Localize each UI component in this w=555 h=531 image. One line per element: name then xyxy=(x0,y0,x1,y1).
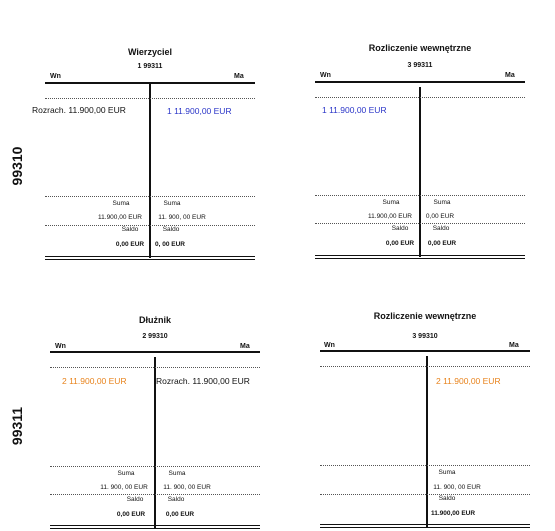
suma-label: Suma xyxy=(382,199,400,206)
saldo-value: 11.900,00 EUR xyxy=(430,510,476,517)
suma-label: Suma xyxy=(438,469,456,476)
wn-label: Wn xyxy=(55,343,66,350)
dotted-divider xyxy=(320,366,530,367)
suma-value: 11. 900, 00 EUR xyxy=(433,484,481,491)
saldo-value: 0,00 EUR xyxy=(385,240,415,247)
t-account-title: Rozliczenie wewnętrzne xyxy=(373,311,477,321)
dotted-divider xyxy=(50,367,260,368)
row-label-99311: 99311 xyxy=(9,406,25,446)
dotted-divider xyxy=(45,225,255,226)
double-underline xyxy=(45,256,255,260)
suma-label: Suma xyxy=(117,470,135,477)
saldo-label: Saldo xyxy=(162,226,180,233)
suma-value: 11. 900, 00 EUR xyxy=(158,214,206,221)
saldo-label: Saldo xyxy=(438,495,456,502)
suma-label: Suma xyxy=(163,200,181,207)
suma-label: Suma xyxy=(168,470,186,477)
t-account-title: Wierzyciel xyxy=(128,47,172,57)
double-underline xyxy=(315,255,525,259)
suma-value: 11.900,00 EUR xyxy=(368,213,412,220)
t-account-center-line xyxy=(426,356,428,527)
saldo-label: Saldo xyxy=(121,226,139,233)
ma-label: Ma xyxy=(509,342,519,349)
dotted-divider xyxy=(50,466,260,467)
entry-right: 1 11.900,00 EUR xyxy=(167,106,232,116)
saldo-value: 0,00 EUR xyxy=(116,511,146,518)
t-account-top-line xyxy=(315,81,525,83)
dotted-divider xyxy=(45,98,255,99)
t-account-title: Rozliczenie wewnętrzne xyxy=(368,43,472,53)
suma-value: 11. 900, 00 EUR xyxy=(163,484,211,491)
double-underline xyxy=(320,524,530,528)
ma-label: Ma xyxy=(240,343,250,350)
t-account-number: 3 99311 xyxy=(407,62,433,69)
entry-left: 1 11.900,00 EUR xyxy=(322,105,387,115)
entry-right: 2 11.900,00 EUR xyxy=(436,376,501,386)
t-account-number: 1 99311 xyxy=(137,63,163,70)
suma-label: Suma xyxy=(433,199,451,206)
dotted-divider xyxy=(320,465,530,466)
t-account-top-line xyxy=(320,350,530,352)
ma-label: Ma xyxy=(505,72,515,79)
double-underline xyxy=(50,525,260,529)
t-account-number: 2 99310 xyxy=(142,333,168,340)
dotted-divider xyxy=(320,494,530,495)
saldo-label: Saldo xyxy=(167,496,185,503)
t-account-center-line xyxy=(149,82,151,258)
dotted-divider xyxy=(50,494,260,495)
entry-left: Rozrach. 11.900,00 EUR xyxy=(32,105,126,115)
dotted-divider xyxy=(315,97,525,98)
entry-right: Rozrach. 11.900,00 EUR xyxy=(156,376,250,386)
saldo-value: 0,00 EUR xyxy=(165,511,195,518)
saldo-value: 0,00 EUR xyxy=(115,241,145,248)
wn-label: Wn xyxy=(324,342,335,349)
saldo-label: Saldo xyxy=(391,225,409,232)
dotted-divider xyxy=(45,196,255,197)
saldo-value: 0, 00 EUR xyxy=(155,241,185,248)
dotted-divider xyxy=(315,223,525,224)
suma-value: 0,00 EUR xyxy=(425,213,455,220)
t-account-title: Dłużnik xyxy=(138,315,171,325)
wn-label: Wn xyxy=(320,72,331,79)
saldo-label: Saldo xyxy=(126,496,144,503)
suma-label: Suma xyxy=(112,200,130,207)
wn-label: Wn xyxy=(50,73,61,80)
row-label-99310: 99310 xyxy=(9,146,25,186)
saldo-value: 0,00 EUR xyxy=(427,240,457,247)
entry-left: 2 11.900,00 EUR xyxy=(62,376,127,386)
suma-value: 11. 900, 00 EUR xyxy=(100,484,148,491)
t-account-center-line xyxy=(419,87,421,257)
ma-label: Ma xyxy=(234,73,244,80)
dotted-divider xyxy=(315,195,525,196)
saldo-label: Saldo xyxy=(432,225,450,232)
t-account-number: 3 99310 xyxy=(412,333,438,340)
suma-value: 11.900,00 EUR xyxy=(98,214,142,221)
t-account-top-line xyxy=(50,351,260,353)
